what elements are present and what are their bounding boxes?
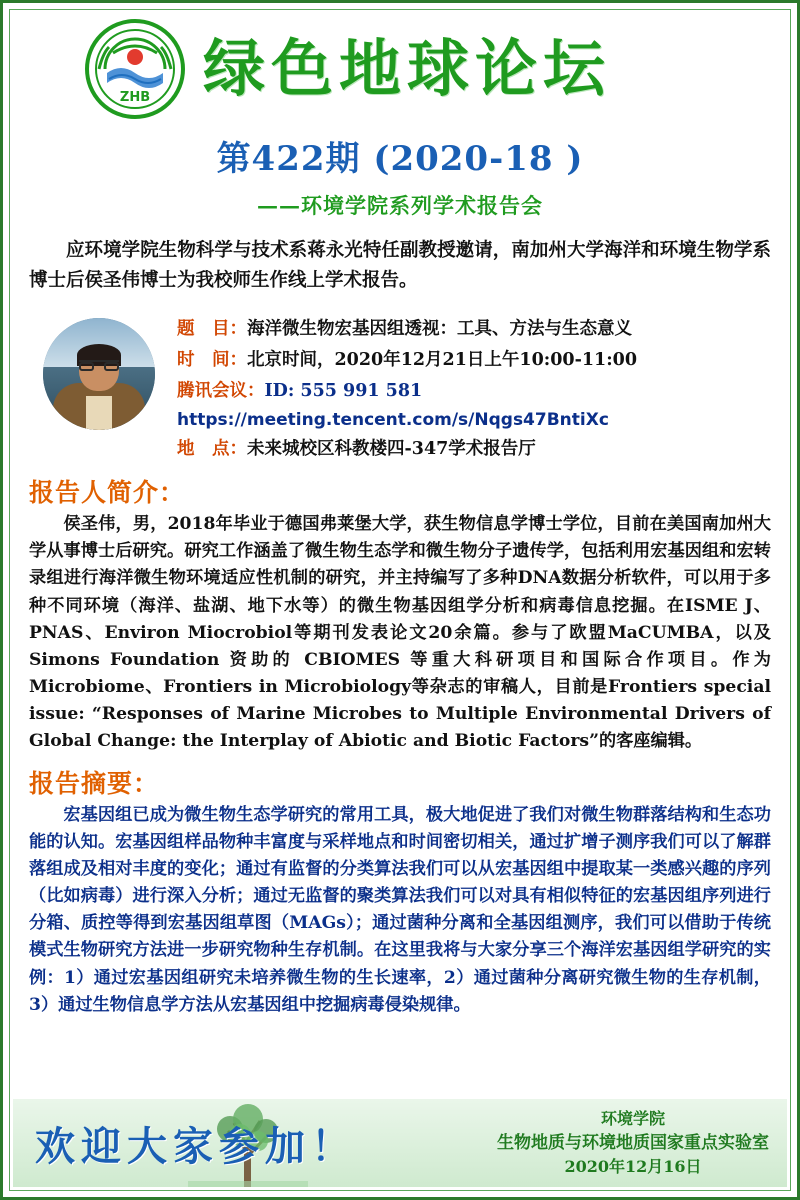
footer-organization [497, 1107, 769, 1178]
meeting-link[interactable]: https://meeting.tencent.com/s/Nqgs47BntiXc [177, 410, 609, 431]
poster-content [3, 3, 797, 1019]
topic-line [177, 314, 771, 345]
org-line-2: 生物地质与环境地质国家重点实验室 [497, 1132, 769, 1153]
topic-value: 海洋微生物宏基因组透视：工具、方法与生态意义 [247, 318, 632, 339]
series-subtitle: ——环境学院系列学术报告会 [257, 193, 543, 218]
info-block [29, 308, 771, 465]
issue-number: 第422期 (2020-18 ) [216, 139, 584, 179]
poster-header [29, 17, 771, 121]
zhb-logo-icon [83, 17, 187, 121]
meeting-label: 腾讯会议： [177, 381, 265, 402]
topic-label: 题 目： [177, 318, 247, 339]
speaker-photo [43, 318, 155, 430]
org-line-1: 环境学院 [600, 1109, 665, 1129]
poster-footer [13, 1099, 787, 1187]
abstract-heading: 报告摘要： [29, 768, 160, 798]
time-value: 北京时间，2020年12月21日上午10:00-11:00 [247, 350, 638, 371]
speaker-heading: 报告人简介： [29, 478, 186, 507]
place-line [177, 434, 771, 465]
time-label: 时 间： [177, 350, 247, 371]
speaker-bio: 侯圣伟，男，2018年毕业于德国弗莱堡大学，获生物信息学博士学位，目前在美国南加州大学从事博士后研究。研究工作涵盖了微生物生态学和微生物分子遗传学，包括利用宏基因组和宏转录组进行海洋微生物环境适应性机制的研究，并主持编写了多种DNA数据分析软件，可以用于多种不同环境（海洋、盐湖、地下水等）的微生物基因组学分析和病毒信息挖掘。在ISME J、PNAS、Environ Miocrobiol等期刊发表论文20余篇。参与了欧盟MaCUMBA，以及Simons Foundation 资助的 CBIOMES 等重大科研项目和国际合作项目。作为Microbiome、Frontiers in Microbiology等杂志的审稿人，目前是Frontiers special issue: “Responses of Marine Microbes to Multiple Environmental Drivers of Global Change: the Interplay of Abiotic and Biotic Factors”的客座编辑。 [29, 514, 771, 752]
page-title: 绿色地球论坛 [203, 32, 612, 105]
meeting-line [177, 376, 771, 407]
abstract-text: 宏基因组已成为微生物生态学研究的常用工具，极大地促进了我们对微生物群落结构和生态功能的认知。宏基因组样品物种丰富度与采样地点和时间密切相关，通过扩增子测序我们可以了解群落组成及相对丰度的变化；通过有监督的分类算法我们可以从宏基因组中提取某一类感兴趣的序列（比如病毒）进行深入分析；通过无监督的聚类算法我们可以对具有相似特征的宏基因组序列进行分箱、质控等得到宏基因组草图（MAGs）；通过菌种分离和全基因组测序，我们可以借助于传统模式生物研究方法进一步研究物种生存机制。在这里我将与大家分享三个海洋宏基因组学研究的实例：1）通过宏基因组研究未培养微生物的生长速率，2）通过菌种分离研究微生物的生存机制，3）通过生物信息学方法从宏基因组中挖掘病毒侵染规律。 [29, 804, 771, 1015]
footer-date: 2020年12月16日 [564, 1157, 702, 1177]
svg-text:ZHB: ZHB [119, 90, 151, 105]
welcome-text: 欢迎大家参加！ [35, 1122, 357, 1170]
info-lines [177, 308, 771, 465]
intro-paragraph: 应环境学院生物科学与技术系蒋永光特任副教授邀请，南加州大学海洋和环境生物学系博士后侯圣伟博士为我校师生作线上学术报告。 [29, 240, 771, 291]
place-label: 地 点： [177, 438, 247, 459]
time-line [177, 345, 771, 376]
meeting-id: ID: 555 991 581 [264, 381, 423, 402]
place-value: 未来城校区科教楼四-347学术报告厅 [247, 438, 536, 459]
